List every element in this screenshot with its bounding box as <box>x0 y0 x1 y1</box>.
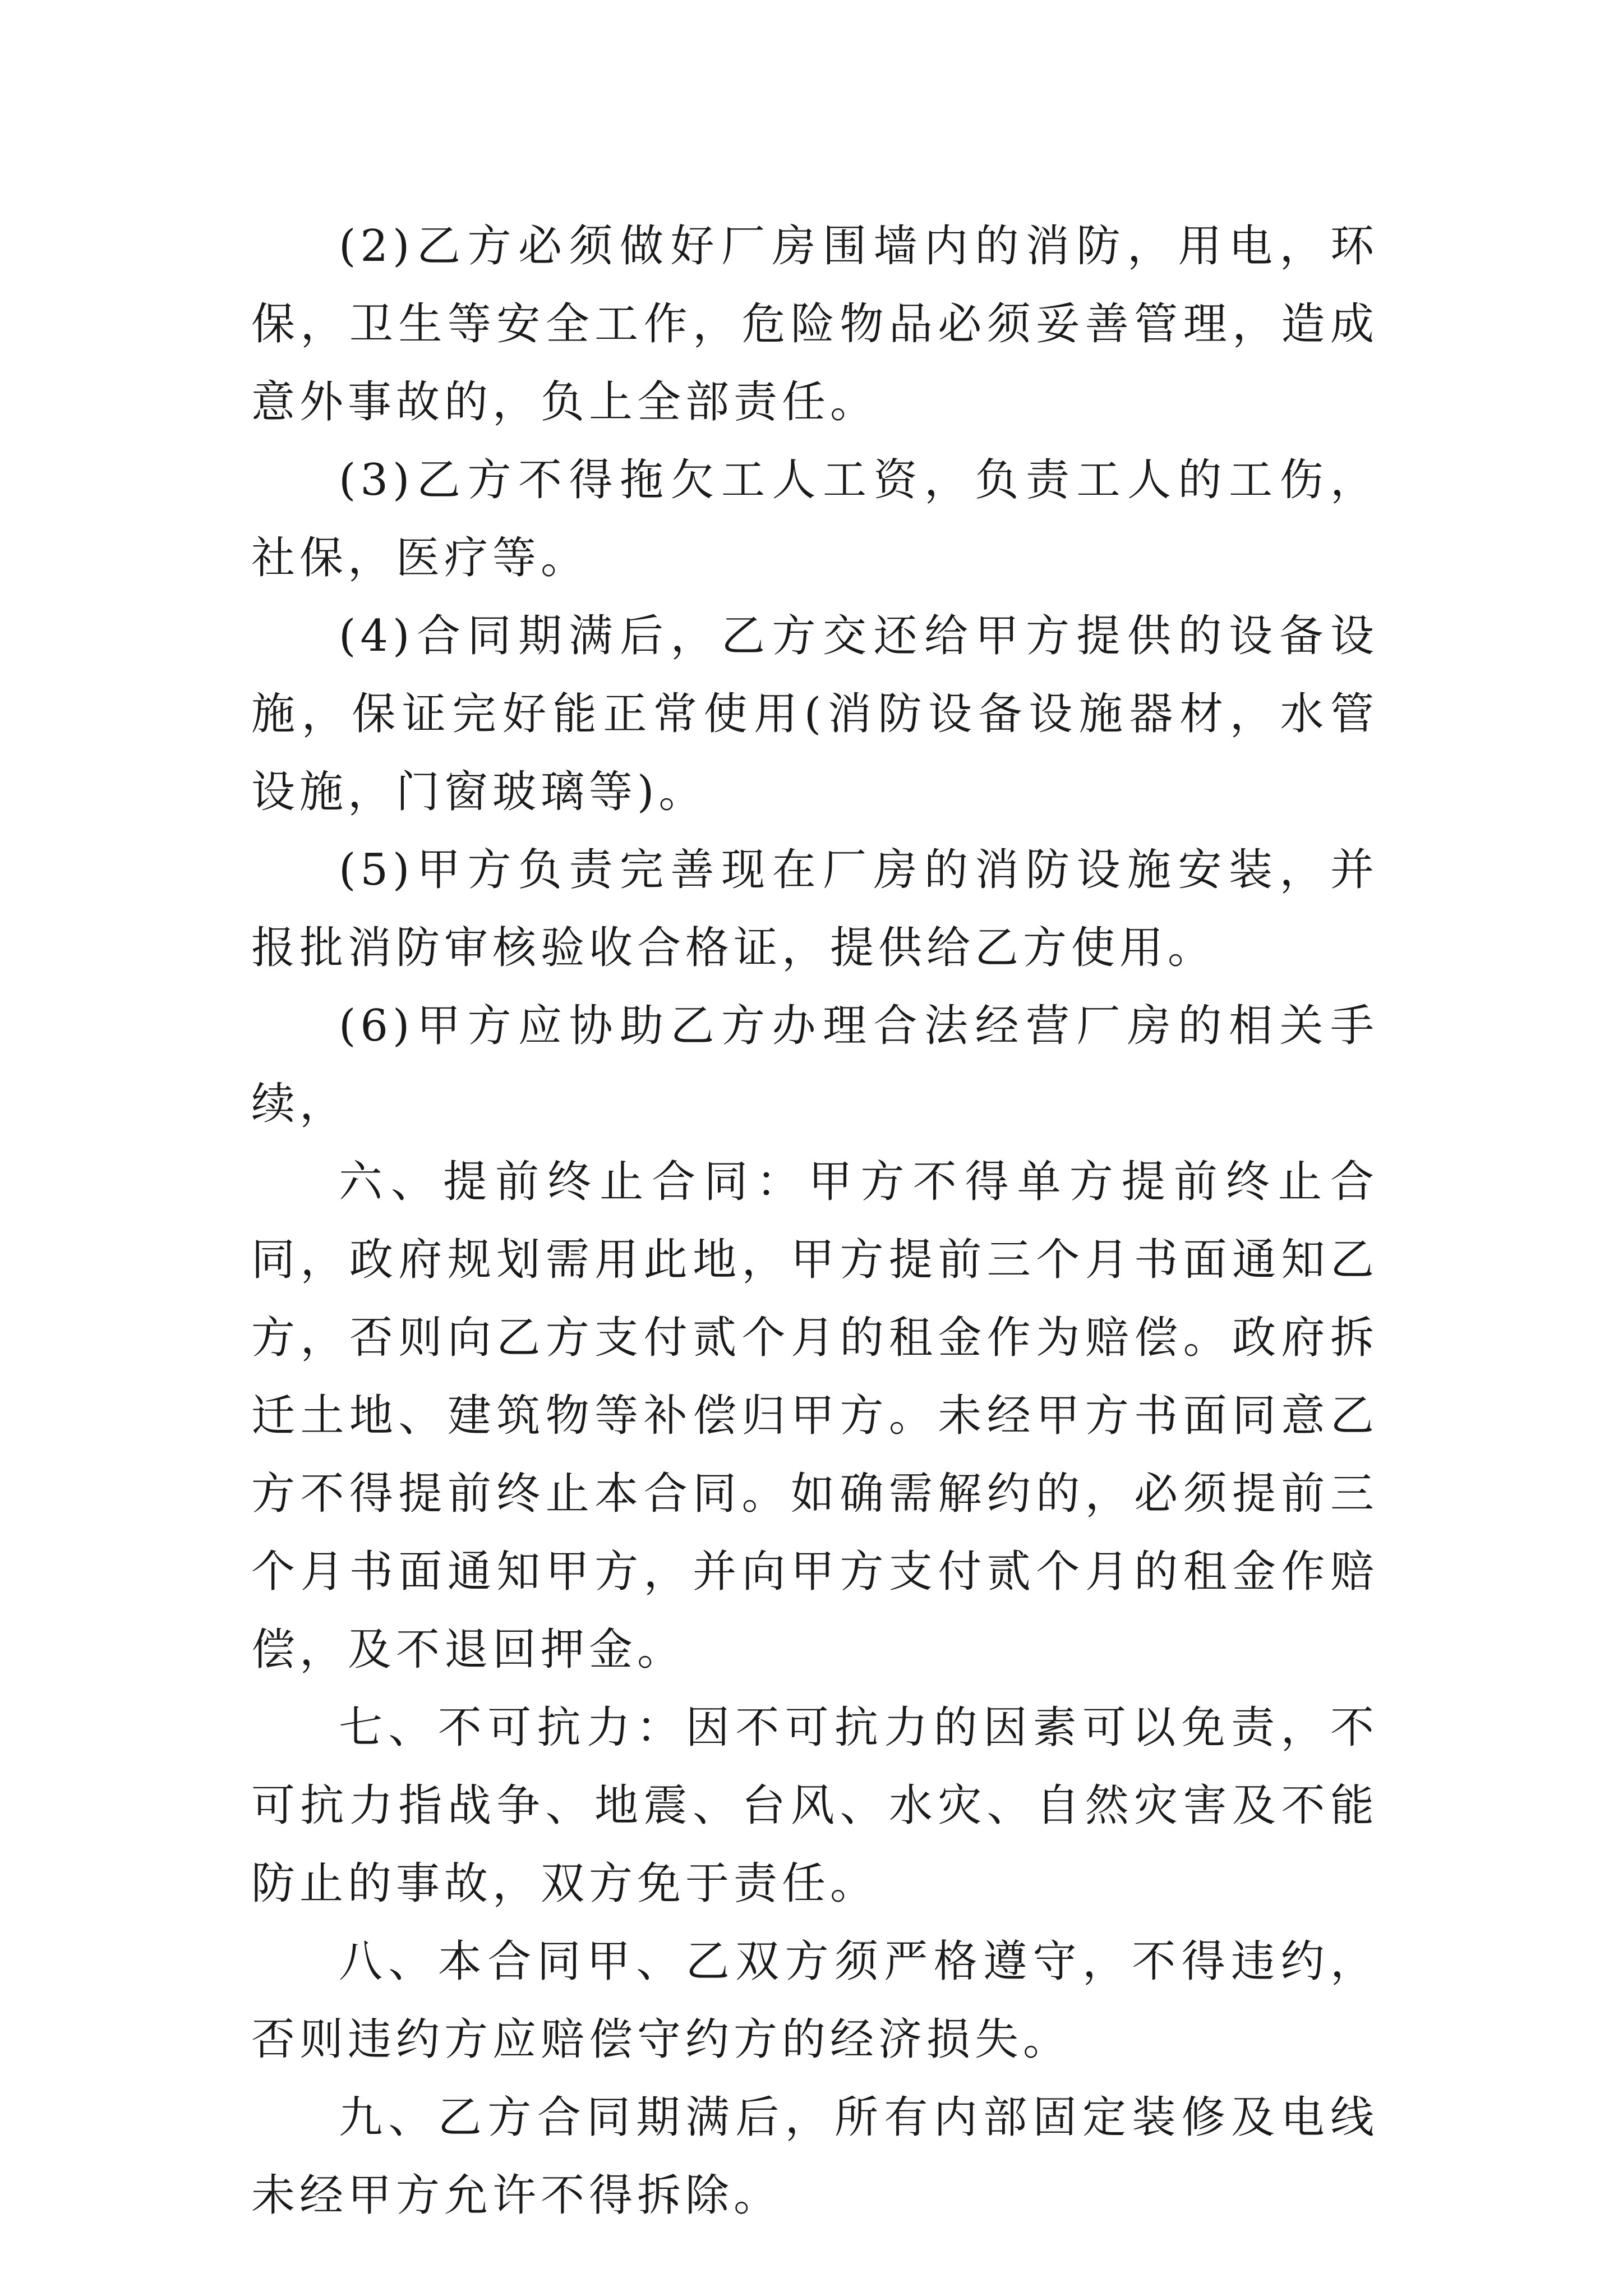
document-body <box>251 208 1378 2235</box>
section-force-majeure: 七、不可抗力：因不可抗力的因素可以免责，不可抗力指战争、地震、台风、水灾、自然灾害及不能防止的事故，双方免于责任。 <box>251 1703 1378 1909</box>
section-fixtures: 九、乙方合同期满后，所有内部固定装修及电线未经甲方允许不得拆除。 <box>251 2092 1378 2221</box>
clause-6-paragraph: (6)甲方应协助乙方办理合法经营厂房的相关手续， <box>251 1001 1378 1129</box>
section-early-termination: 六、提前终止合同：甲方不得单方提前终止合同，政府规划需用此地，甲方提前三个月书面通知乙方，否则向乙方支付贰个月的租金作为赔偿。政府拆迁土地、建筑物等补偿归甲方。未经甲方书面同意乙方不得提前终止本合同。如确需解约的，必须提前三个月书面通知甲方，并向甲方支付贰个月的租金作赔偿，及不退回押金。 <box>251 1157 1378 1675</box>
clause-3-paragraph: (3)乙方不得拖欠工人工资，负责工人的工伤，社保，医疗等。 <box>251 455 1378 583</box>
clause-4-paragraph: (4)合同期满后，乙方交还给甲方提供的设备设施，保证完好能正常使用(消防设备设施器材，水管设施，门窗玻璃等)。 <box>251 611 1378 817</box>
clause-2-paragraph: (2)乙方必须做好厂房围墙内的消防，用电，环保，卫生等安全工作，危险物品必须妥善管理，造成意外事故的，负上全部责任。 <box>251 221 1378 427</box>
section-compliance: 八、本合同甲、乙双方须严格遵守，不得违约，否则违约方应赔偿守约方的经济损失。 <box>251 1936 1378 2065</box>
clause-5-paragraph: (5)甲方负责完善现在厂房的消防设施安装，并报批消防审核验收合格证，提供给乙方使用。 <box>251 845 1378 973</box>
